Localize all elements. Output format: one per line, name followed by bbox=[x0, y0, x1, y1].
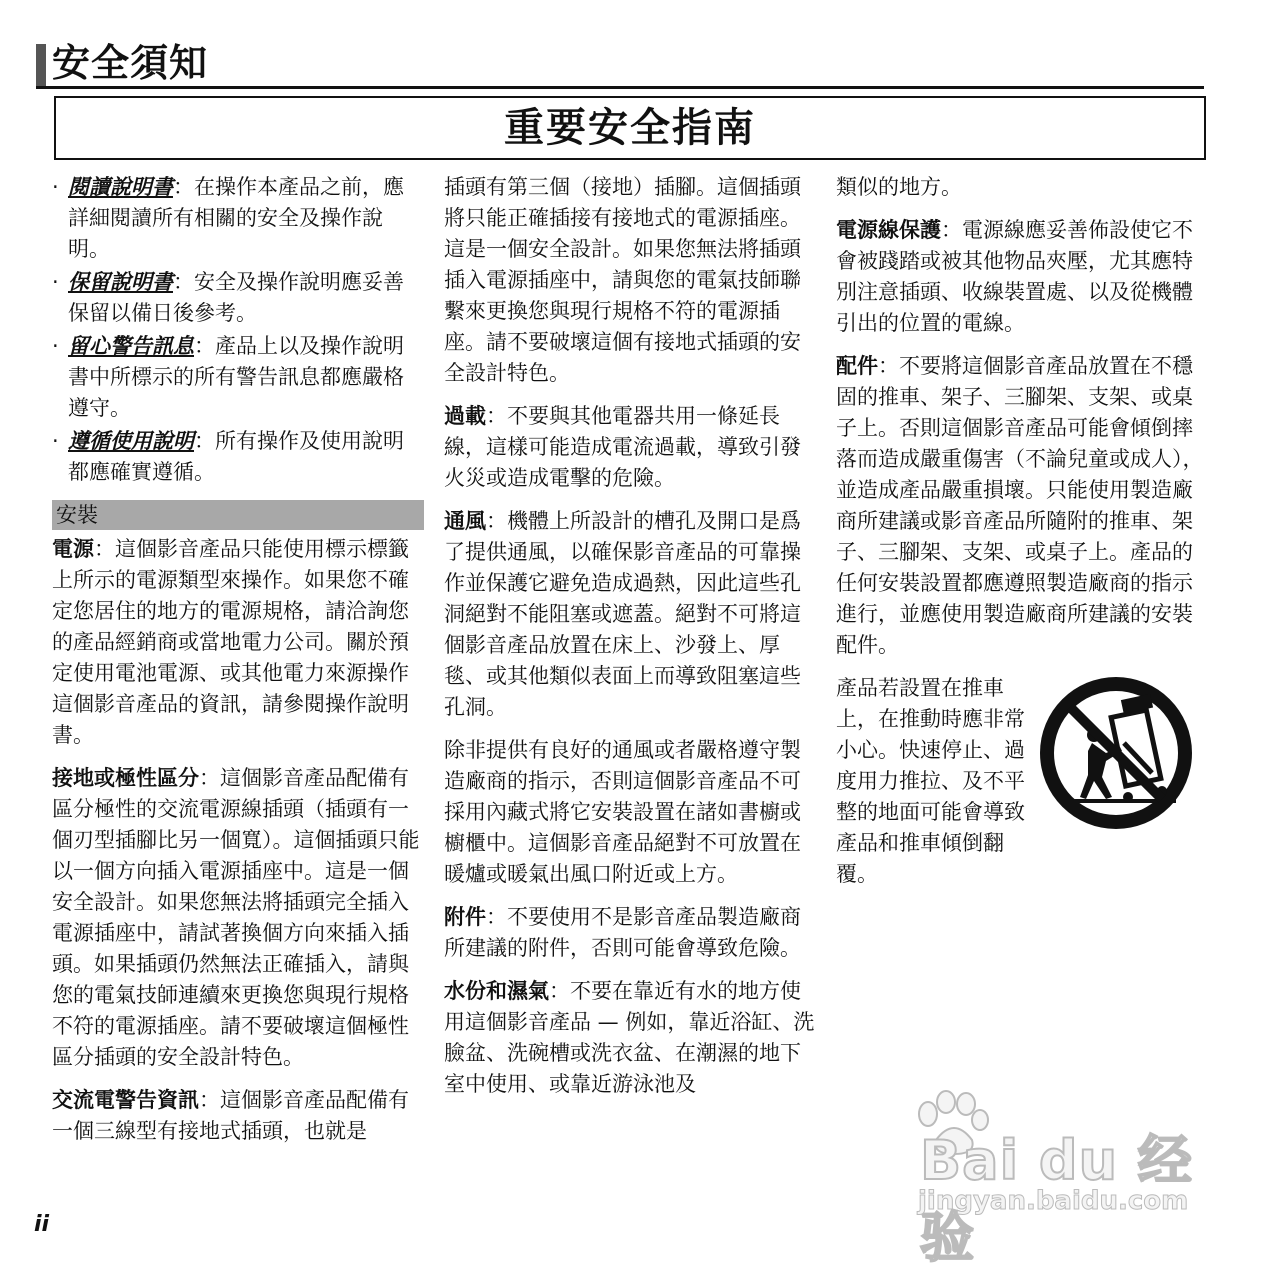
paragraph bbox=[444, 902, 816, 964]
bullet-text: ：所有操作及使用說明都應確實遵循。 bbox=[68, 429, 404, 484]
main-title: 重要安全指南 bbox=[504, 105, 756, 151]
watermark bbox=[900, 1090, 1210, 1269]
paragraph bbox=[836, 351, 1208, 661]
bullet-text: ：在操作本產品之前，應詳細閱讀所有相關的安全及操作說明。 bbox=[68, 175, 404, 261]
paragraph-term: 水份和濕氣 bbox=[444, 979, 549, 1003]
paragraph-term: 接地或極性區分 bbox=[52, 766, 199, 790]
paragraph bbox=[444, 172, 816, 389]
section-header-bar bbox=[36, 44, 46, 86]
cart-warning-text: 產品若設置在推車上，在推動時應非常小心。快速停止、過度用力推拉、及不平整的地面可能會導致產品和推車傾倒翻覆。 bbox=[836, 676, 1025, 886]
paragraph-text: ：不要與其他電器共用一條延長線，這樣可能造成電流過載，導致引發火災或造成電擊的危險。 bbox=[444, 404, 801, 490]
page-number: ii bbox=[34, 1212, 50, 1237]
paragraph-text: ：機體上所設計的槽孔及開口是爲了提供通風，以確保影音產品的可靠操作並保護它避免造成過熱，因此這些孔洞絕對不能阻塞或遮蓋。絕對不可將這個影音產品放置在床上、沙發上、厚毯、或其他類似表面上而導致阻塞這些孔洞。 bbox=[444, 509, 801, 719]
section-title: 安全須知 bbox=[52, 41, 209, 85]
paragraph bbox=[52, 1085, 424, 1147]
paragraph-text: 插頭有第三個（接地）插腳。這個插頭將只能正確插接有接地式的電源插座。這是一個安全設計。如果您無法將插頭插入電源插座中，請與您的電氣技師聯繫來更換您與現行規格不符的電源插座。請不要破壞這個有接地式插頭的安全設計特色。 bbox=[444, 175, 801, 385]
cart-tip-over-warning-icon bbox=[1036, 673, 1196, 833]
bullet-text: ：產品上以及操作說明書中所標示的所有警告訊息都應嚴格遵守。 bbox=[68, 334, 404, 420]
paragraph bbox=[444, 735, 816, 890]
paragraph bbox=[52, 534, 424, 751]
paragraph-term: 通風 bbox=[444, 509, 486, 533]
paragraph bbox=[836, 215, 1208, 339]
paragraph-text: ：這個影音產品配備有一個三線型有接地式插頭，也就是 bbox=[52, 1088, 409, 1143]
column-3 bbox=[836, 172, 1208, 893]
list-item: · 留心警告訊息：產品上以及操作說明書中所標示的所有警告訊息都應嚴格遵守。 bbox=[52, 334, 404, 420]
paragraph-text: ：不要使用不是影音產品製造廠商所建議的附件，否則可能會導致危險。 bbox=[444, 905, 801, 960]
paragraph bbox=[444, 506, 816, 723]
cart-warning bbox=[836, 673, 1208, 893]
paragraph bbox=[444, 401, 816, 494]
list-item: · 閱讀說明書：在操作本產品之前，應詳細閱讀所有相關的安全及操作說明。 bbox=[52, 175, 404, 261]
section-header bbox=[36, 40, 1204, 89]
paragraph-text: ：這個影音產品只能使用標示標籤上所示的電源類型來操作。如果您不確定您居住的地方的電源規格，請洽詢您的產品經銷商或當地電力公司。關於預定使用電池電源、或其他電力來源操作這個影音產品的資訊，請參閱操作說明書。 bbox=[52, 537, 409, 747]
paragraph-text: ：電源線應妥善佈設使它不會被踐踏或被其他物品夾壓，尤其應特別注意插頭、收線裝置處、以及從機體引出的位置的電線。 bbox=[836, 218, 1193, 335]
paragraph bbox=[52, 763, 424, 1073]
list-item: · 保留說明書：安全及操作說明應妥善保留以備日後參考。 bbox=[52, 270, 404, 325]
paragraph-term: 電源線保護 bbox=[836, 218, 941, 242]
bullet-term: 留心警告訊息 bbox=[68, 334, 194, 358]
paragraph-text: ：這個影音產品配備有區分極性的交流電源線插頭（插頭有一個刃型插腳比另一個寬）。這個插頭只能以一個方向插入電源插座中。這是一個安全設計。如果您無法將插頭完全插入電源插座中，請試著換個方向來插入插頭。如果插頭仍然無法正確插入，請與您的電氣技師連續來更換您與現行規格不符的電源插座。請不要破壞這個極性區分插頭的安全設計特色。 bbox=[52, 766, 420, 1069]
bullet-text: ：安全及操作說明應妥善保留以備日後參考。 bbox=[68, 270, 404, 325]
paragraph-term: 配件 bbox=[836, 354, 878, 378]
watermark-brand: Bai du 经验 bbox=[920, 1129, 1193, 1269]
main-title-box bbox=[54, 96, 1206, 160]
paragraph-term: 過載 bbox=[444, 404, 486, 428]
paragraph-text: 類似的地方。 bbox=[836, 175, 962, 199]
paragraph bbox=[836, 172, 1208, 203]
paragraph-text: ：不要將這個影音產品放置在不穩固的推車、架子、三腳架、支架、或桌子上。否則這個影音產品可能會傾倒摔落而造成嚴重傷害（不論兒童或成人），並造成產品嚴重損壞。只能使用製造廠商所建議或影音產品所隨附的推車、架子、三腳架、支架、或桌子上。產品的任何安裝設置都應遵照製造廠商的指示進行，並應使用製造廠商所建議的安裝配件。 bbox=[836, 354, 1204, 657]
bullet-term: 遵循使用說明 bbox=[68, 429, 194, 453]
installation-subhead: 安裝 bbox=[52, 500, 424, 530]
list-item: · 遵循使用說明：所有操作及使用說明都應確實遵循。 bbox=[52, 429, 404, 484]
paragraph-text: 除非提供有良好的通風或者嚴格遵守製造廠商的指示，否則這個影音產品不可採用內藏式將它安裝設置在諸如書櫥或櫥櫃中。這個影音產品絕對不可放置在暖爐或暖氣出風口附近或上方。 bbox=[444, 738, 801, 886]
column-1 bbox=[52, 172, 424, 1159]
bullet-term: 閱讀說明書 bbox=[68, 175, 173, 199]
watermark-url: jingyan.baidu.com bbox=[918, 1186, 1189, 1216]
paragraph-term: 附件 bbox=[444, 905, 486, 929]
column-2 bbox=[444, 172, 816, 1112]
paragraph-term: 電源 bbox=[52, 537, 94, 561]
paragraph-term: 交流電警告資訊 bbox=[52, 1088, 199, 1112]
paragraph bbox=[444, 976, 816, 1100]
paragraph-text: ：不要在靠近有水的地方使用這個影音產品 — 例如，靠近浴缸、洗臉盆、洗碗槽或洗衣盆、在潮濕的地下室中使用、或靠近游泳池及 bbox=[444, 979, 815, 1096]
bullet-list bbox=[52, 172, 424, 488]
bullet-term: 保留說明書 bbox=[68, 270, 173, 294]
